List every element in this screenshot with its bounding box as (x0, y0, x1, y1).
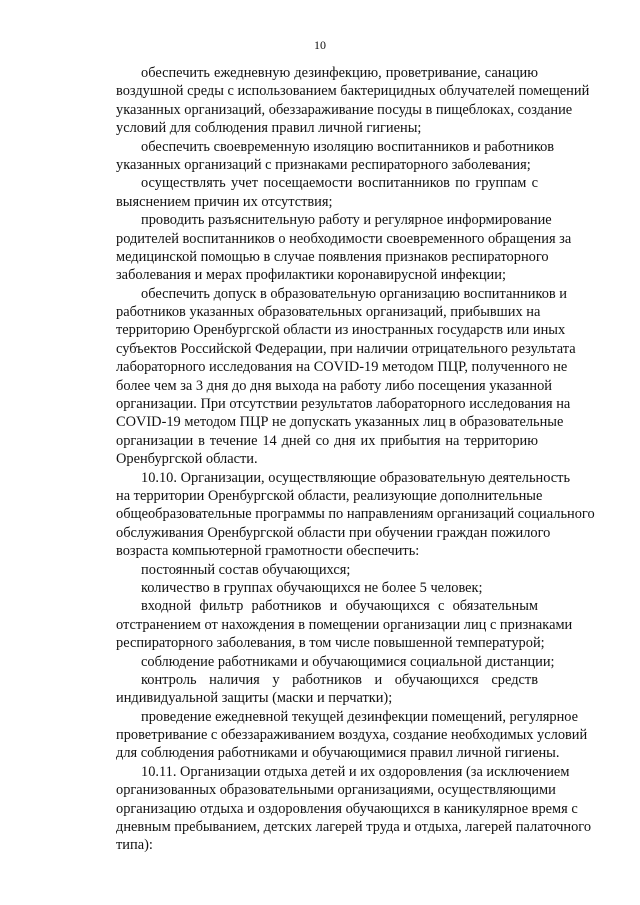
text-line: проветривание с обеззараживанием воздуха, создание необходимых условий (116, 727, 588, 744)
text-line: работников указанных образовательных организаций, прибывших на (116, 304, 541, 321)
text-line: организованных образовательными организациями, осуществляющими (116, 782, 556, 799)
text-line: воздушной среды с использованием бактерицидных облучателей помещений (116, 83, 590, 100)
text-line: лабораторного исследования на COVID-19 методом ПЦР, полученного не (116, 359, 568, 376)
text-line: организации. При отсутствии результатов лабораторного исследования на (116, 396, 571, 413)
text-line: условий для соблюдения правил личной гигиены; (116, 120, 422, 137)
text-line: медицинской помощью в случае появления признаков респираторного (116, 248, 549, 265)
text-line: 10.11. Организации отдыха детей и их оздоровления (за исключением (141, 763, 570, 780)
page-number: 10 (314, 38, 326, 52)
document-body (116, 64, 595, 855)
text-line: обеспечить допуск в образовательную организацию воспитанников и (141, 285, 567, 302)
text-line: осуществлять учет посещаемости воспитанников по группам с (141, 175, 538, 192)
text-line: Оренбургской области. (116, 451, 258, 468)
text-line: организации в течение 14 дней со дня их прибытия на территорию (116, 432, 538, 449)
text-line: организацию отдыха и оздоровления обучающихся в каникулярное время с (116, 800, 578, 817)
text-line: субъектов Российской Федерации, при наличии отрицательного результата (116, 340, 576, 357)
text-line: территорию Оренбургской области из иностранных государств или иных (116, 322, 566, 339)
text-line: постоянный состав обучающихся; (141, 561, 351, 578)
text-line: контроль наличия у работников и обучающихся средств (141, 671, 538, 688)
text-line: дневным пребыванием, детских лагерей труда и отдыха, лагерей палаточного (116, 819, 592, 836)
text-line: 10.10. Организации, осуществляющие образовательную деятельность (141, 469, 571, 486)
text-line: для соблюдения работниками и обучающимися правил личной гигиены. (116, 745, 560, 762)
text-line: указанных организаций с признаками респираторного заболевания; (116, 156, 531, 173)
text-line: респираторного заболевания, в том числе повышенной температурой; (116, 635, 545, 652)
text-line: указанных организаций, обеззараживание посуды в пищеблоках, создание (116, 101, 573, 118)
text-line: типа): (116, 837, 153, 854)
text-line: возраста компьютерной грамотности обеспечить: (116, 543, 420, 560)
text-line: общеобразовательные программы по направлениям организаций социального (116, 506, 595, 523)
text-line: обслуживания Оренбургской области при обучении граждан пожилого (116, 524, 551, 541)
text-line: отстранением от нахождения в помещении организации лиц с признаками (116, 616, 573, 633)
text-line: количество в группах обучающихся не более 5 человек; (141, 579, 483, 596)
text-line: обеспечить ежедневную дезинфекцию, проветривание, санацию (141, 65, 538, 81)
text-line: более чем за 3 дня до дня выхода на работу либо посещения указанной (116, 377, 552, 394)
text-line: COVID-19 методом ПЦР не допускать указанных лиц в образовательные (116, 414, 564, 431)
text-line: входной фильтр работников и обучающихся с обязательным (141, 598, 538, 615)
text-line: заболевания и мерах профилактики коронавирусной инфекции; (116, 267, 506, 284)
text-line: индивидуальной защиты (маски и перчатки); (116, 690, 393, 707)
text-line: проведение ежедневной текущей дезинфекции помещений, регулярное (141, 708, 579, 725)
text-line: соблюдение работниками и обучающимися социальной дистанции; (141, 653, 555, 670)
text-line: выяснением причин их отсутствия; (116, 193, 333, 210)
text-line: на территории Оренбургской области, реализующие дополнительные (116, 487, 543, 504)
text-line: родителей воспитанников о необходимости своевременного обращения за (116, 230, 572, 247)
text-line: обеспечить своевременную изоляцию воспитанников и работников (141, 138, 555, 155)
text-line: проводить разъяснительную работу и регулярное информирование (141, 212, 552, 229)
